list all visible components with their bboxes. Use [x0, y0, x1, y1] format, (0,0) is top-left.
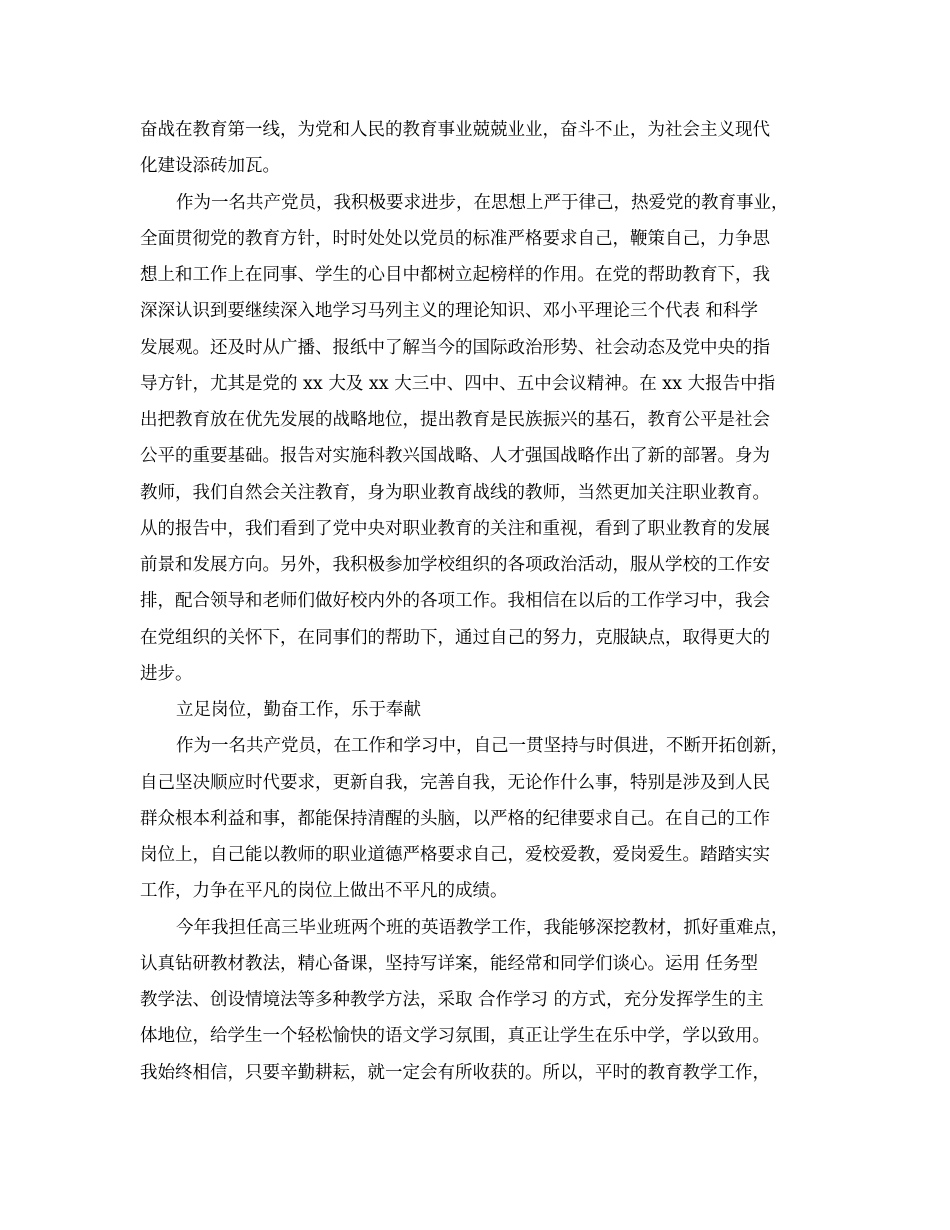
paragraph-start-line: 作为一名共产党员，我积极要求进步，在思想上严于律己，热爱党的教育事业，	[176, 193, 789, 213]
text-line: 岗位上，自己能以教师的职业道德严格要求自己，爱校爱教，爱岗爱生。踏踏实实	[140, 845, 770, 865]
text-line: 奋战在教育第一线，为党和人民的教育事业兢兢业业，奋斗不止，为社会主义现代	[140, 120, 770, 140]
text-line: 导方针，尤其是党的 xx 大及 xx 大三中、四中、五中会议精神。在 xx 大报告中指	[140, 374, 776, 394]
text-line: 发展观。还及时从广播、报纸中了解当今的国际政治形势、社会动态及党中央的指	[140, 338, 770, 358]
text-line: 化建设添砖加瓦。	[140, 156, 280, 176]
text-line: 进步。	[140, 664, 193, 684]
text-line: 在党组织的关怀下，在同事们的帮助下，通过自己的努力，克服缺点，取得更大的	[140, 628, 770, 648]
text-line: 工作，力争在平凡的岗位上做出不平凡的成绩。	[140, 881, 508, 901]
text-line: 自己坚决顺应时代要求，更新自我，完善自我，无论作什么事，特别是涉及到人民	[140, 773, 770, 793]
text-line: 群众根本利益和事，都能保持清醒的头脑，以严格的纪律要求自己。在自己的工作	[140, 809, 770, 829]
paragraph-start-line: 今年我担任高三毕业班两个班的英语教学工作，我能够深挖教材，抓好重难点，	[176, 918, 789, 938]
text-line: 教师，我们自然会关注教育，身为职业教育战线的教师，当然更加关注职业教育。	[140, 483, 770, 503]
text-line: 排，配合领导和老师们做好校内外的各项工作。我相信在以后的工作学习中，我会	[140, 591, 770, 611]
text-line: 体地位，给学生一个轻松愉快的语文学习氛围，真正让学生在乐中学，学以致用。	[140, 1026, 770, 1046]
section-heading: 立足岗位，勤奋工作，乐于奉献	[176, 700, 421, 720]
text-line: 出把教育放在优先发展的战略地位，提出教育是民族振兴的基石，教育公平是社会	[140, 410, 770, 430]
text-line: 公平的重要基础。报告对实施科教兴国战略、人才强国战略作出了新的部署。身为	[140, 446, 770, 466]
text-line: 想上和工作上在同事、学生的心目中都树立起榜样的作用。在党的帮助教育下，我	[140, 265, 770, 285]
text-line: 全面贯彻党的教育方针，时时处处以党员的标准严格要求自己，鞭策自己，力争思	[140, 229, 770, 249]
text-line: 教学法、创设情境法等多种教学方法，采取 合作学习 的方式，充分发挥学生的主	[140, 990, 764, 1010]
text-line: 从的报告中，我们看到了党中央对职业教育的关注和重视，看到了职业教育的发展	[140, 519, 770, 539]
text-line: 前景和发展方向。另外，我积极参加学校组织的各项政治活动，服从学校的工作安	[140, 555, 770, 575]
text-line: 我始终相信，只要辛勤耕耘，就一定会有所收获的。所以，平时的教育教学工作，	[140, 1063, 770, 1083]
paragraph-start-line: 作为一名共产党员，在工作和学习中，自己一贯坚持与时俱进，不断开拓创新，	[176, 736, 789, 756]
text-line: 深深认识到要继续深入地学习马列主义的理论知识、邓小平理论三个代表 和科学	[140, 301, 759, 321]
text-line: 认真钻研教材教法，精心备课，坚持写详案，能经常和同学们谈心。运用 任务型	[140, 954, 759, 974]
